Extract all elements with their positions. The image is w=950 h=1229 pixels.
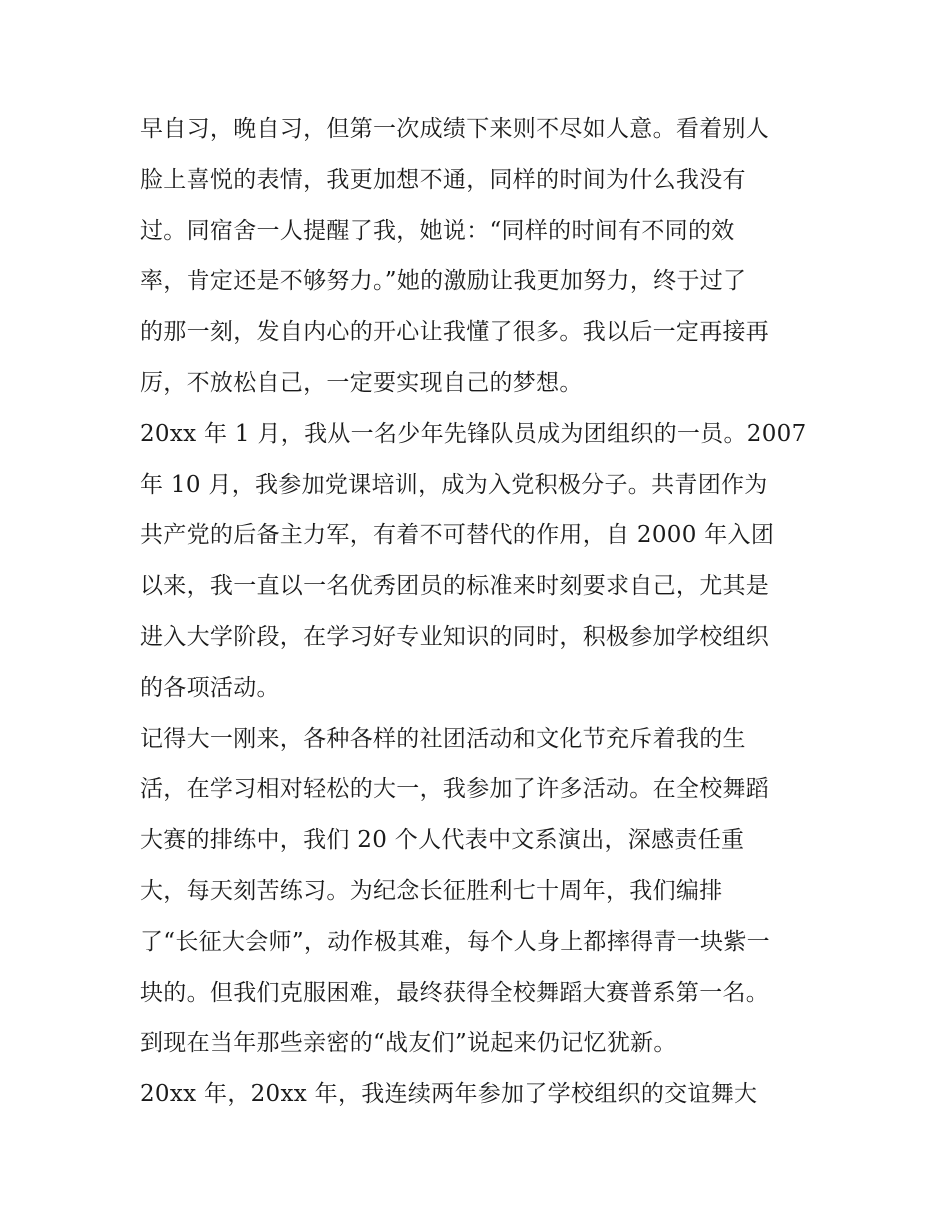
text-line-12: 的各项活动。 — [140, 674, 280, 701]
text-line-7: 20xx 年 1 月，我从一名少年先锋队员成为团组织的一员。2007 — [140, 420, 807, 447]
text-line-10: 以来，我一直以一名优秀团员的标准来时刻要求自己，尤其是 — [140, 573, 770, 600]
text-line-16: 大，每天刻苦练习。为纪念长征胜利七十周年，我们编排 — [140, 877, 723, 904]
text-line-3: 过。同宿舍一人提醒了我，她说：“同样的时间有不同的效 — [140, 217, 735, 244]
text-line-14: 活，在学习相对轻松的大一，我参加了许多活动。在全校舞蹈 — [140, 776, 770, 803]
text-line-9: 共产党的后备主力军，有着不可替代的作用，自 2000 年入团 — [140, 522, 775, 549]
text-line-1: 早自习，晚自习，但第一次成绩下来则不尽如人意。看着别人 — [140, 116, 770, 142]
text-line-18: 块的。但我们克服困难，最终获得全校舞蹈大赛普系第一名。 — [140, 979, 770, 1006]
text-line-13: 记得大一刚来，各种各样的社团活动和文化节充斥着我的生 — [140, 725, 746, 752]
text-line-20: 20xx 年，20xx 年，我连续两年参加了学校组织的交谊舞大 — [140, 1081, 758, 1108]
text-line-6: 厉，不放松自己，一定要实现自己的梦想。 — [140, 369, 583, 396]
text-line-8: 年 10 月，我参加党课培训，成为入党积极分子。共青团作为 — [140, 471, 768, 498]
text-line-11: 进入大学阶段，在学习好专业知识的同时，积极参加学校组织 — [140, 623, 770, 650]
text-line-17: 了“长征大会师”，动作极其难，每个人身上都摔得青一块紫一 — [140, 928, 770, 955]
text-line-15: 大赛的排练中，我们 20 个人代表中文系演出，深感责任重 — [140, 827, 745, 854]
document-body — [140, 104, 820, 1120]
text-line-5: 的那一刻，发自内心的开心让我懂了很多。我以后一定再接再 — [140, 319, 770, 346]
text-line-19: 到现在当年那些亲密的“战友们”说起来仍记忆犹新。 — [140, 1030, 677, 1057]
text-line-2: 脸上喜悦的表情，我更加想不通，同样的时间为什么我没有 — [140, 166, 746, 193]
text-line-4: 率，肯定还是不够努力。”她的激励让我更加努力，终于过了 — [140, 268, 747, 295]
